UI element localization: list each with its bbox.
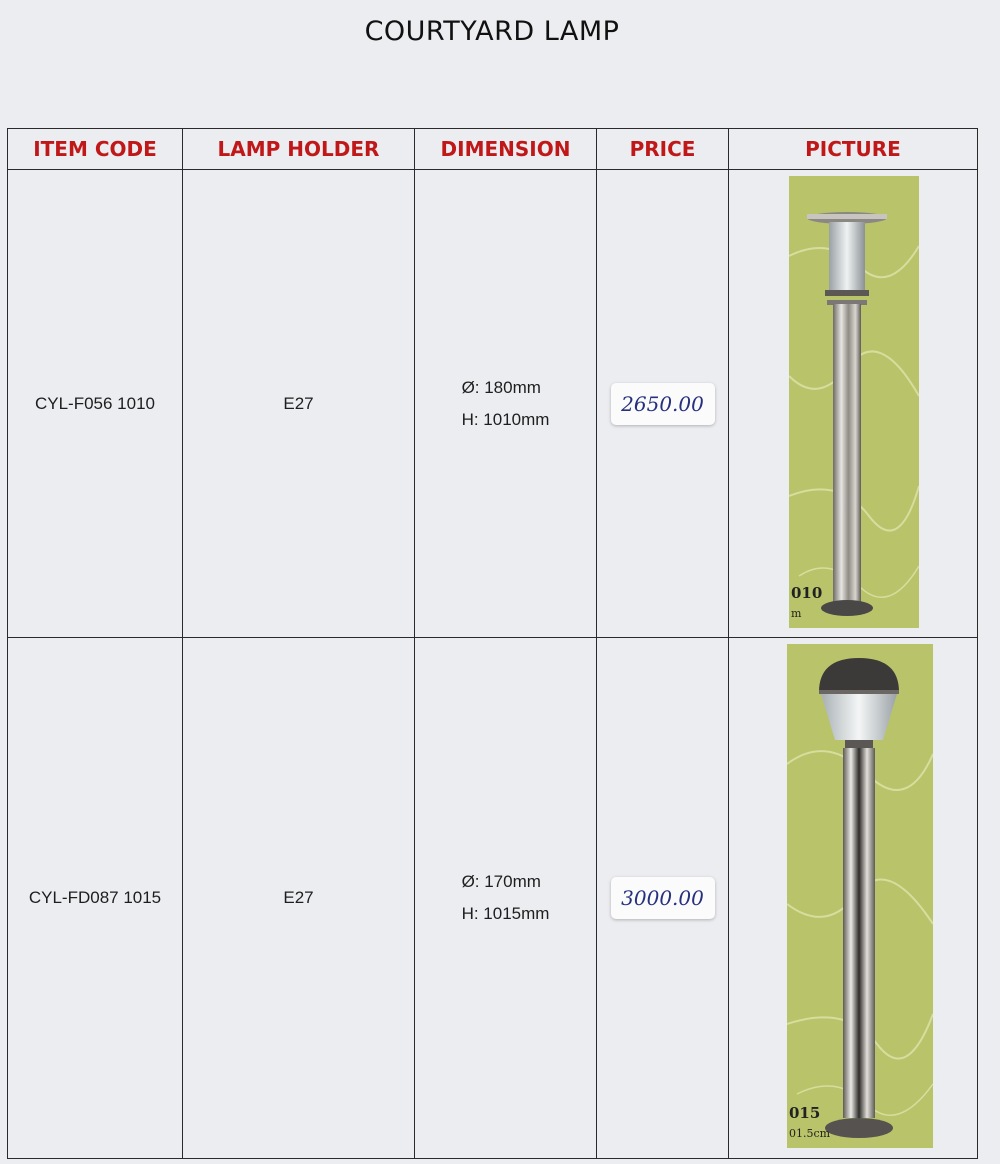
price-cell <box>597 170 729 638</box>
lamp-holder-cell: E27 <box>183 638 415 1159</box>
diameter-value: Ø: 180mm <box>461 377 541 397</box>
photo-size-label: 01.5cm <box>789 1127 831 1140</box>
page-title: COURTYARD LAMP <box>364 16 620 47</box>
photo-size-label: m <box>791 607 802 620</box>
lamp-photo <box>789 176 919 628</box>
picture-cell <box>729 638 978 1159</box>
height-value: H: 1015mm <box>461 904 550 923</box>
photo-model-label: 010 <box>791 584 823 602</box>
height-value: H: 1010mm <box>461 409 550 429</box>
price-tag: 2650.00 <box>611 383 715 425</box>
header-price: PRICE <box>597 129 729 170</box>
header-dimension: DIMENSION <box>415 129 597 170</box>
dimension-cell <box>415 638 597 1159</box>
dimension-cell <box>415 170 597 638</box>
diameter-value: Ø: 170mm <box>461 872 541 891</box>
item-code-cell: CYL-F056 1010 <box>8 170 183 638</box>
lamp-holder-cell: E27 <box>183 170 415 638</box>
bollard-lamp-image <box>789 176 919 628</box>
item-code-cell: CYL-FD087 1015 <box>8 638 183 1159</box>
product-table <box>7 128 978 1159</box>
header-picture: PICTURE <box>729 129 978 170</box>
bollard-lamp-image <box>787 644 933 1148</box>
header-item-code: ITEM CODE <box>8 129 183 170</box>
table-header-row <box>8 129 978 170</box>
table-row <box>8 638 978 1159</box>
price-cell <box>597 638 729 1159</box>
picture-cell <box>729 170 978 638</box>
photo-model-label: 015 <box>789 1104 821 1122</box>
lamp-photo <box>787 644 933 1148</box>
header-lamp-holder: LAMP HOLDER <box>183 129 415 170</box>
table-row <box>8 170 978 638</box>
price-tag: 3000.00 <box>611 877 715 919</box>
